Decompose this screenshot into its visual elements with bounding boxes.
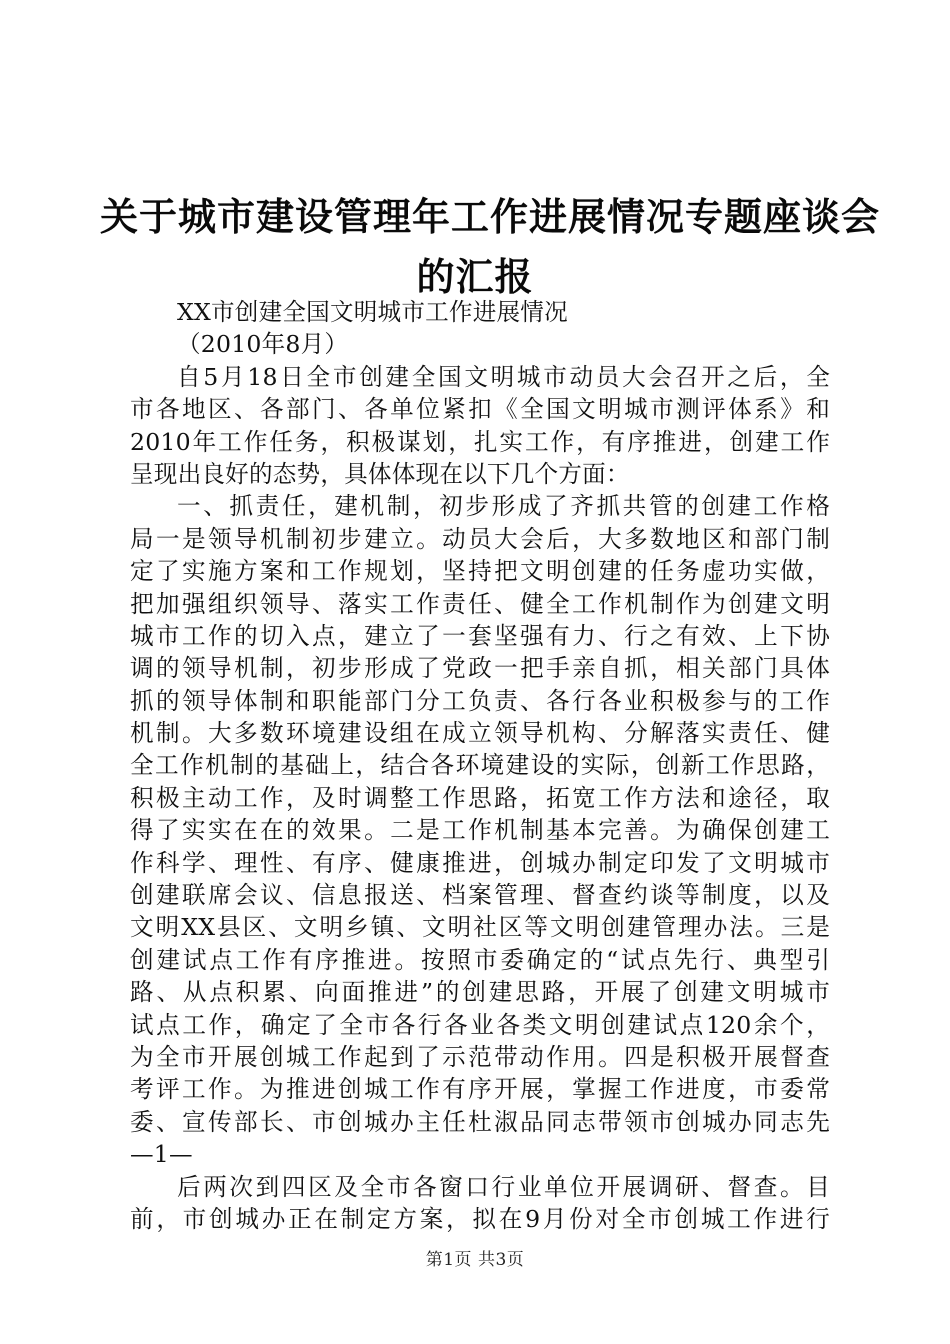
document-title-line-2: 的汇报 — [416, 255, 534, 299]
paragraph-line: 2010年工作任务，积极谋划，扎实工作，有序推进，创建工作 — [130, 427, 830, 456]
paragraph-line: 机制。大多数环境建设组在成立领导机构、分解落实责任、健 — [130, 719, 830, 748]
paragraph-line: 抓的领导体制和职能部门分工负责、各行各业积极参与的工作 — [130, 686, 830, 715]
paragraph-line: 试点工作，确定了全市各行各业各类文明创建试点120余个， — [130, 1010, 830, 1039]
paragraph-line: 局一是领导机制初步建立。动员大会后，大多数地区和部门制 — [130, 524, 830, 553]
paragraph-line: 创建试点工作有序推进。按照市委确定的“试点先行、典型引 — [130, 945, 830, 974]
paragraph-line: 全工作机制的基础上，结合各环境建设的实际，创新工作思路， — [130, 751, 830, 780]
paragraph-line: 考评工作。为推进创城工作有序开展，掌握工作进度，市委常 — [130, 1075, 830, 1104]
paragraph-line: 调的领导机制，初步形成了党政一把手亲自抓，相关部门具体 — [130, 654, 830, 683]
paragraph-line: 得了实实在在的效果。二是工作机制基本完善。为确保创建工 — [130, 816, 830, 845]
paragraph-line: 把加强组织领导、落实工作责任、健全工作机制作为创建文明 — [130, 589, 830, 618]
paragraph-line: 城市工作的切入点，建立了一套坚强有力、行之有效、上下协 — [130, 621, 830, 650]
paragraph-line: 为全市开展创城工作起到了示范带动作用。四是积极开展督查 — [130, 1042, 830, 1071]
date-line: （2010年8月） — [177, 330, 349, 359]
paragraph-line: 自5月18日全市创建全国文明城市动员大会召开之后，全 — [177, 362, 830, 391]
paragraph-line: 委、宣传部长、市创城办主任杜淑品同志带领市创城办同志先 — [130, 1107, 830, 1136]
paragraph-line: 文明XX县区、文明乡镇、文明社区等文明创建管理办法。三是 — [130, 913, 830, 942]
paragraph-line: 市各地区、各部门、各单位紧扣《全国文明城市测评体系》和 — [130, 395, 830, 424]
paragraph-line: 路、从点积累、向面推进”的创建思路，开展了创建文明城市 — [130, 978, 830, 1007]
paragraph-line: 作科学、理性、有序、健康推进，创城办制定印发了文明城市 — [130, 848, 830, 877]
document-body — [130, 296, 830, 1235]
document-title-line-1: 关于城市建设管理年工作进展情况专题座谈会 — [100, 195, 881, 239]
paragraph-line: 积极主动工作，及时调整工作思路，拓宽工作方法和途径，取 — [130, 783, 830, 812]
paragraph-line: 一、抓责任，建机制，初步形成了齐抓共管的创建工作格 — [177, 492, 830, 521]
paragraph-line: 前，市创城办正在制定方案，拟在9月份对全市创城工作进行 — [130, 1204, 830, 1233]
paragraph-line: 呈现出良好的态势，具体体现在以下几个方面： — [130, 459, 630, 488]
paragraph-line: 后两次到四区及全市各窗口行业单位开展调研、督查。目 — [177, 1172, 830, 1201]
page-footer: 第1页 共3页 — [425, 1250, 525, 1270]
page-number-marker: —1— — [130, 1140, 193, 1169]
subtitle-line: XX市创建全国文明城市工作进展情况 — [177, 298, 568, 326]
paragraph-line: 定了实施方案和工作规划，坚持把文明创建的任务虚功实做， — [130, 557, 830, 586]
paragraph-line: 创建联席会议、信息报送、档案管理、督查约谈等制度，以及 — [130, 881, 830, 910]
